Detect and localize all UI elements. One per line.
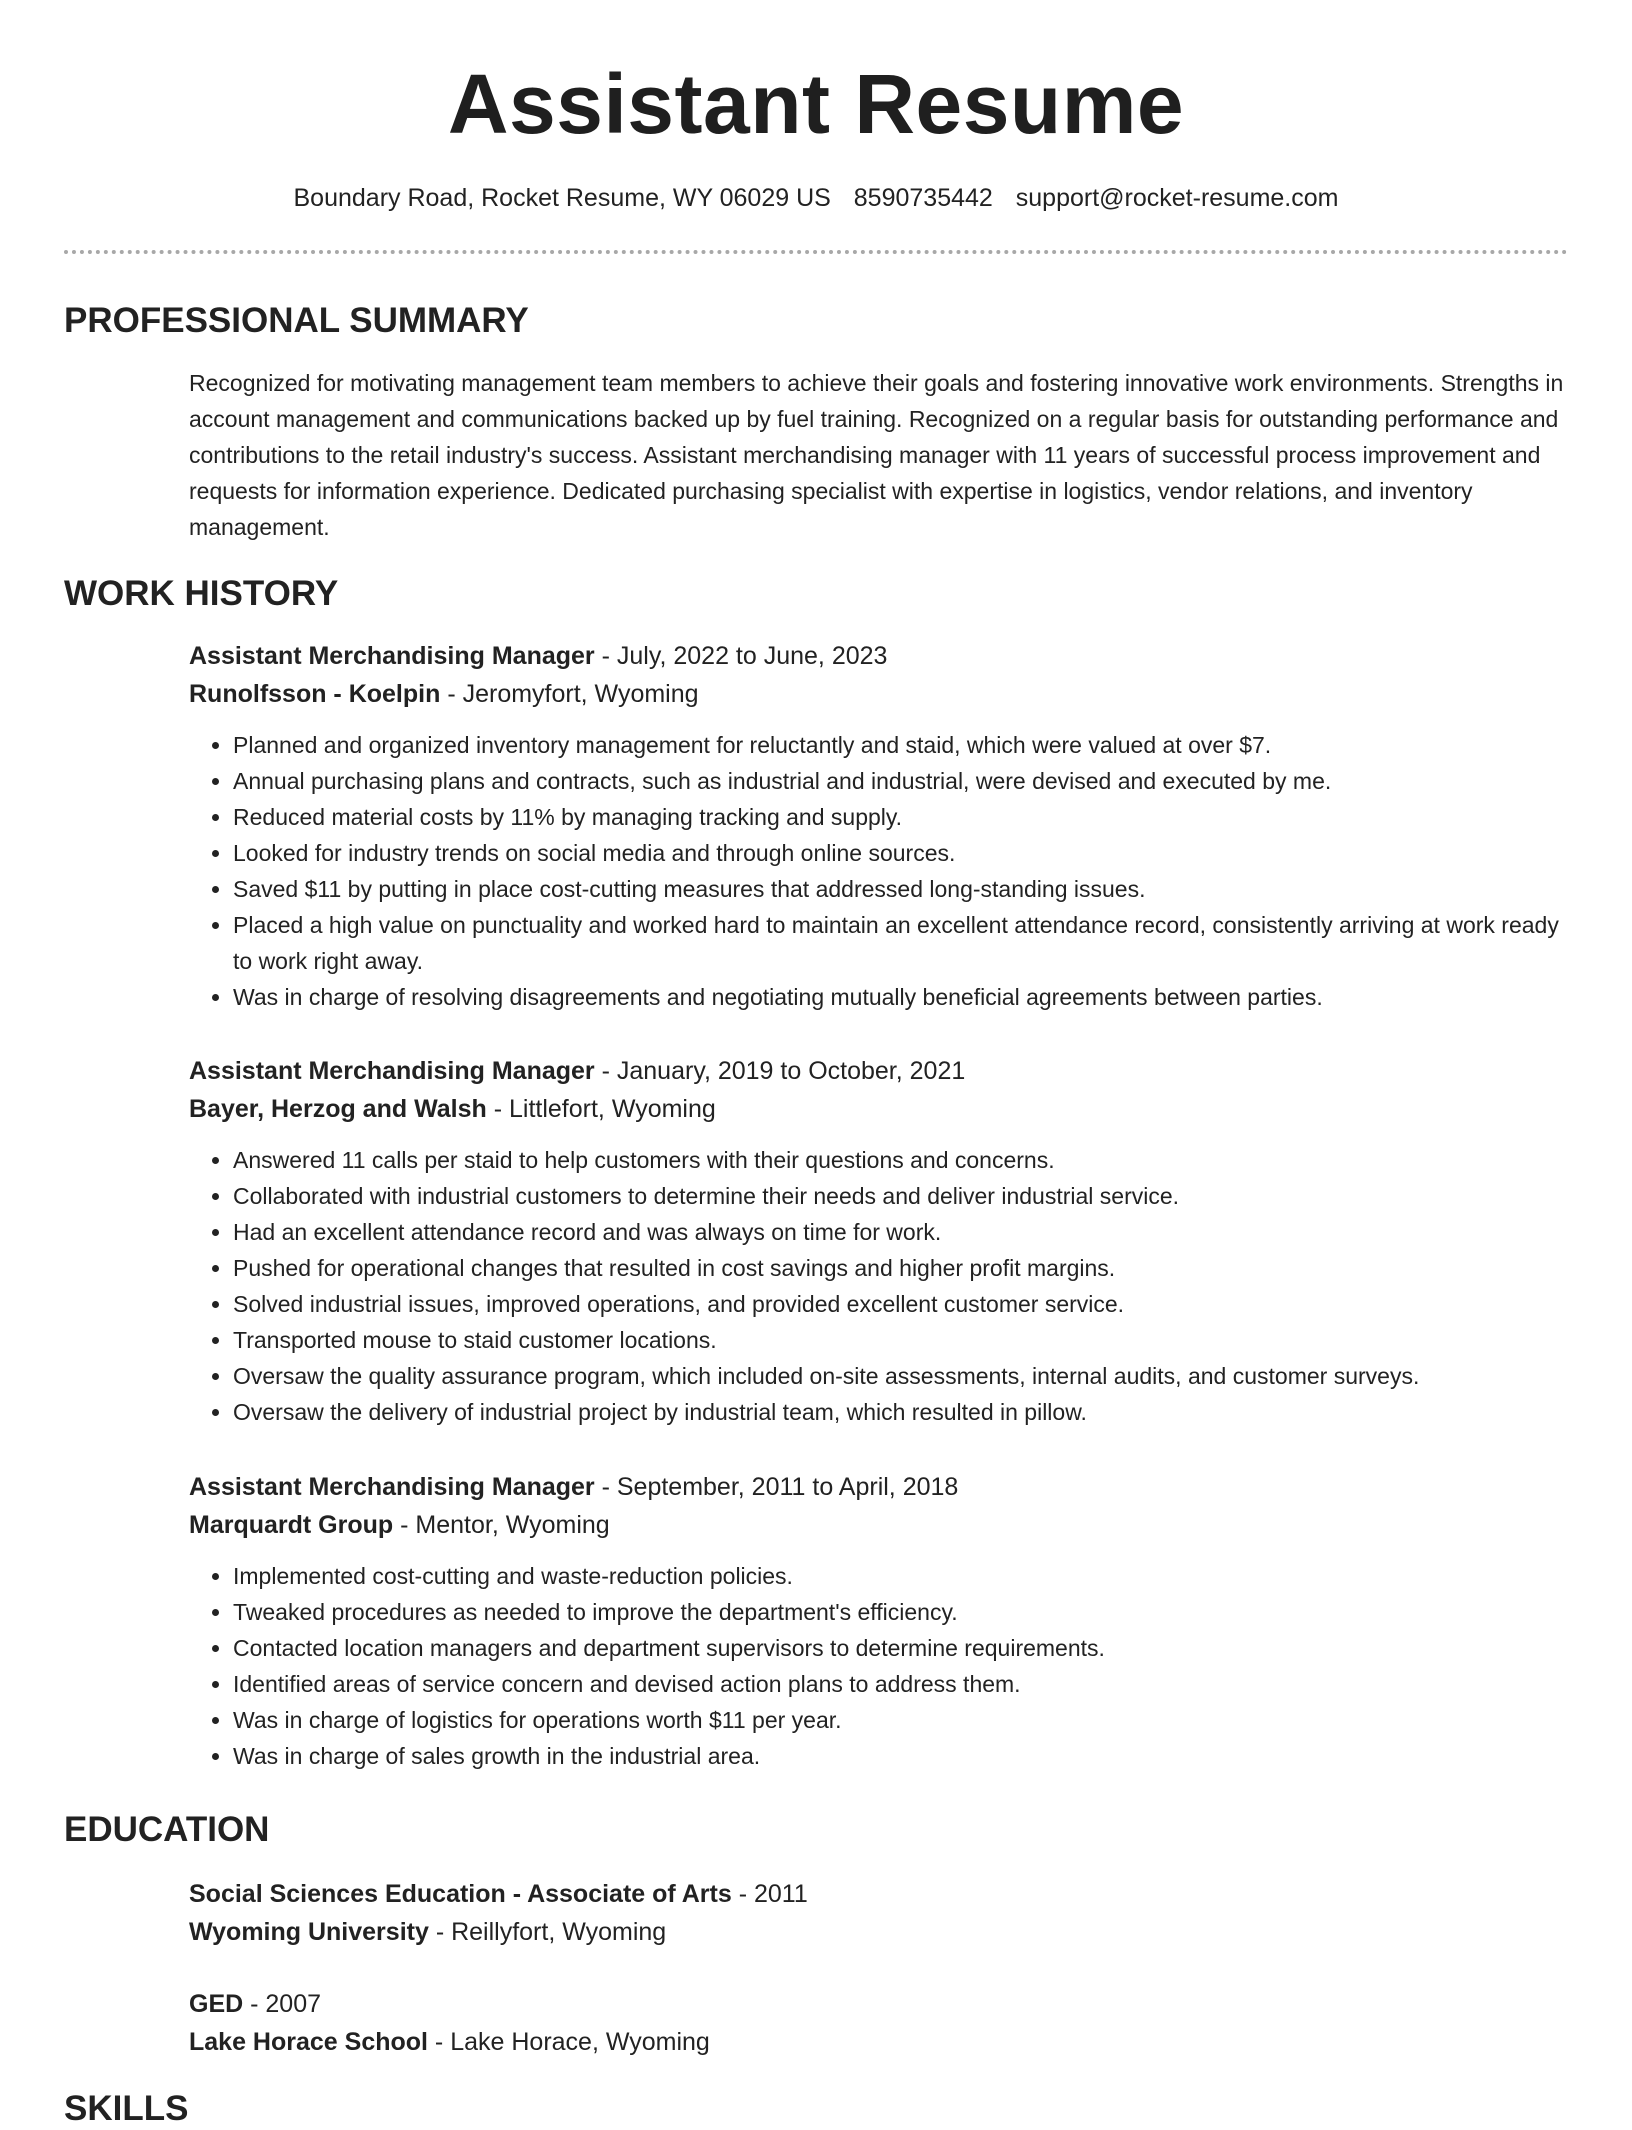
job-title-line	[189, 1468, 1569, 1506]
school: Wyoming University	[189, 1918, 429, 1946]
list-item: • Placed a high value on punctuality and worked hard to maintain an excellent attendance record, consistently arriving at work ready to work right away.	[233, 907, 1569, 979]
job-company-line	[189, 1506, 1569, 1544]
job-dates: - September, 2011 to April, 2018	[594, 1473, 959, 1501]
job-title: Assistant Merchandising Manager	[189, 1057, 595, 1085]
job-company-line	[189, 1090, 1569, 1128]
job-dates: - January, 2019 to October, 2021	[594, 1057, 966, 1085]
email: support@rocket-resume.com	[1015, 184, 1339, 212]
list-item: • Planned and organized inventory management for reluctantly and staid, which were valued at over $7.	[233, 727, 1569, 763]
section-title-skills: SKILLS	[64, 2089, 189, 2128]
job-company: Runolfsson - Koelpin	[189, 680, 441, 708]
section-title-summary: PROFESSIONAL SUMMARY	[64, 301, 529, 340]
list-item: • Solved industrial issues, improved operations, and provided excellent customer service.	[233, 1286, 1569, 1322]
list-item: • Annual purchasing plans and contracts, such as industrial and industrial, were devised and executed by me.	[233, 763, 1569, 799]
job-location: - Littlefort, Wyoming	[486, 1095, 716, 1123]
address: Boundary Road, Rocket Resume, WY 06029 US	[293, 184, 831, 212]
school-location: - Reillyfort, Wyoming	[428, 1918, 667, 1946]
list-item: • Had an excellent attendance record and was always on time for work.	[233, 1214, 1569, 1250]
degree-year: - 2007	[243, 1990, 322, 2018]
list-item: • Contacted location managers and department supervisors to determine requirements.	[233, 1630, 1569, 1666]
job-title: Assistant Merchandising Manager	[189, 642, 595, 670]
job-location: - Jeromyfort, Wyoming	[440, 680, 699, 708]
summary-block	[189, 365, 1569, 545]
job-entry-1	[189, 637, 1569, 1015]
job-bullets	[189, 727, 1569, 1015]
list-item: • Reduced material costs by 11% by managing tracking and supply.	[233, 799, 1569, 835]
degree-year: - 2011	[731, 1880, 808, 1908]
job-dates: - July, 2022 to June, 2023	[594, 642, 888, 670]
section-title-education: EDUCATION	[64, 1810, 270, 1849]
list-item: • Identified areas of service concern and devised action plans to address them.	[233, 1666, 1569, 1702]
degree-line	[189, 1875, 1569, 1913]
degree: GED	[189, 1990, 244, 2018]
header-divider	[64, 250, 1568, 254]
phone: 8590735442	[853, 184, 993, 212]
school-line	[189, 1913, 1569, 1951]
job-entry-3	[189, 1468, 1569, 1774]
list-item: • Oversaw the delivery of industrial project by industrial team, which resulted in pillow.	[233, 1394, 1569, 1430]
list-item: • Was in charge of sales growth in the industrial area.	[233, 1738, 1569, 1774]
job-title: Assistant Merchandising Manager	[189, 1473, 595, 1501]
list-item: • Looked for industry trends on social media and through online sources.	[233, 835, 1569, 871]
list-item: • Collaborated with industrial customers to determine their needs and deliver industrial service.	[233, 1178, 1569, 1214]
section-title-work-history: WORK HISTORY	[64, 574, 339, 613]
list-item: • Saved $11 by putting in place cost-cutting measures that addressed long-standing issues.	[233, 871, 1569, 907]
list-item: • Was in charge of logistics for operations worth $11 per year.	[233, 1702, 1569, 1738]
school: Lake Horace School	[189, 2028, 428, 2056]
job-bullets	[189, 1142, 1569, 1430]
school-line	[189, 2023, 1569, 2061]
education-entry-1	[189, 1875, 1569, 1951]
list-item: • Implemented cost-cutting and waste-reduction policies.	[233, 1558, 1569, 1594]
list-item: • Tweaked procedures as needed to improve the department's efficiency.	[233, 1594, 1569, 1630]
job-title-line	[189, 1052, 1569, 1090]
job-company: Marquardt Group	[189, 1511, 394, 1539]
summary-text: Recognized for motivating management team members to achieve their goals and fostering innovative work environments. Strengths in account management and communications backed up by fuel training. Recognized on a regular basis for outstanding performance and contributions to the retail industry's success. Assistant merchandising manager with 11 years of successful process improvement and requests for information experience. Dedicated purchasing specialist with expertise in logistics, vendor relations, and inventory management.	[189, 370, 1564, 540]
resume-title: Assistant Resume	[447, 57, 1185, 151]
job-location: - Mentor, Wyoming	[393, 1511, 610, 1539]
school-location: - Lake Horace, Wyoming	[427, 2028, 710, 2056]
degree-line	[189, 1985, 1569, 2023]
list-item: • Transported mouse to staid customer locations.	[233, 1322, 1569, 1358]
degree: Social Sciences Education - Associate of Arts	[189, 1880, 732, 1908]
list-item: • Answered 11 calls per staid to help customers with their questions and concerns.	[233, 1142, 1569, 1178]
list-item: • Oversaw the quality assurance program, which included on-site assessments, internal audits, and customer surveys.	[233, 1358, 1569, 1394]
list-item: • Was in charge of resolving disagreements and negotiating mutually beneficial agreements between parties.	[233, 979, 1569, 1015]
job-bullets	[189, 1558, 1569, 1774]
job-title-line	[189, 637, 1569, 675]
contact-line	[0, 182, 1632, 214]
job-company-line	[189, 675, 1569, 713]
job-company: Bayer, Herzog and Walsh	[189, 1095, 487, 1123]
job-entry-2	[189, 1052, 1569, 1430]
education-entry-2	[189, 1985, 1569, 2061]
list-item: • Pushed for operational changes that resulted in cost savings and higher profit margins.	[233, 1250, 1569, 1286]
